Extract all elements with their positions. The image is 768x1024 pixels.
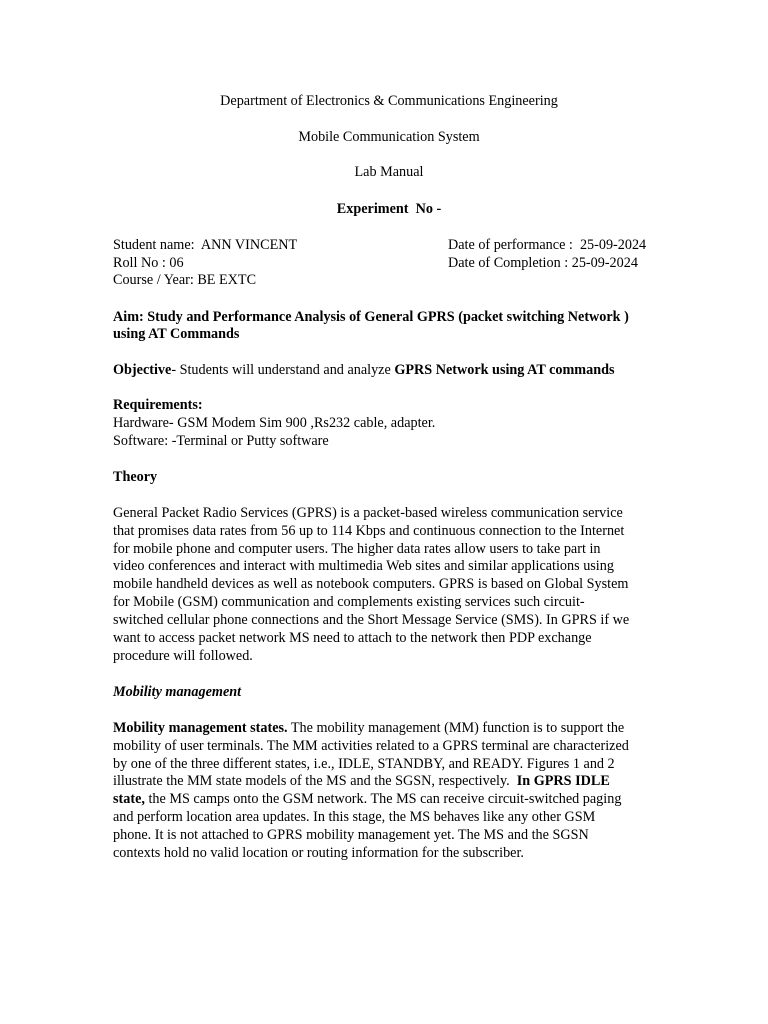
student-name: Student name: ANN VINCENT bbox=[113, 237, 298, 253]
course-year: Course / Year: BE EXTC bbox=[113, 272, 257, 288]
theory-heading: Theory bbox=[113, 469, 158, 485]
theory-line: procedure will followed. bbox=[113, 648, 253, 664]
mobility-heading: Mobility management bbox=[113, 684, 242, 700]
objective-text: - Students will understand and analyze bbox=[171, 362, 395, 378]
theory-line: want to access packet network MS need to attach to the network then PDP exchange bbox=[113, 630, 592, 646]
experiment-number: Experiment No - bbox=[336, 201, 442, 217]
mobility-line-4-bold: In GPRS IDLE bbox=[516, 773, 610, 789]
mobility-line-1-rest: The mobility management (MM) function is to support the bbox=[287, 720, 625, 736]
theory-line: video conferences and interact with multimedia Web sites and similar applications using bbox=[113, 558, 614, 574]
mobility-line: and perform location area updates. In this stage, the MS behaves like any other GSM bbox=[113, 809, 596, 825]
mobility-bold-start: Mobility management states. bbox=[113, 720, 288, 736]
department-title: Department of Electronics & Communications Engineering bbox=[220, 93, 558, 109]
mobility-line bbox=[113, 791, 621, 809]
date-of-performance: Date of performance : 25-09-2024 bbox=[448, 237, 647, 253]
aim-line-1: Aim: Study and Performance Analysis of General GPRS (packet switching Network ) bbox=[113, 309, 629, 325]
mobility-line-5-bold: state, bbox=[113, 791, 145, 807]
date-of-completion: Date of Completion : 25-09-2024 bbox=[448, 255, 638, 271]
roll-number: Roll No : 06 bbox=[113, 255, 184, 271]
mobility-line: contexts hold no valid location or routing information for the subscriber. bbox=[113, 845, 524, 861]
objective-label: Objective bbox=[113, 362, 172, 378]
course-title: Mobile Communication System bbox=[298, 129, 480, 145]
aim-line-2: using AT Commands bbox=[113, 326, 240, 342]
mobility-line: by one of the three different states, i.e., IDLE, STANDBY, and READY. Figures 1 and 2 bbox=[113, 756, 615, 772]
mobility-line bbox=[113, 720, 624, 738]
mobility-line: mobility of user terminals. The MM activities related to a GPRS terminal are characterized bbox=[113, 738, 629, 754]
theory-line: for Mobile (GSM) communication and complements existing services such circuit- bbox=[113, 594, 585, 610]
theory-line: mobile handheld devices as well as notebook computers. GPRS is based on Global System bbox=[113, 576, 629, 592]
theory-line: for mobile phone and computer users. The higher data rates allow users to take part in bbox=[113, 541, 601, 557]
objective bbox=[113, 362, 615, 380]
software-requirement: Software: -Terminal or Putty software bbox=[113, 433, 329, 449]
objective-bold-text: GPRS Network using AT commands bbox=[394, 362, 615, 378]
hardware-requirement: Hardware- GSM Modem Sim 900 ,Rs232 cable, adapter. bbox=[113, 415, 436, 431]
requirements-heading: Requirements: bbox=[113, 397, 203, 413]
manual-title: Lab Manual bbox=[354, 164, 424, 180]
theory-line: switched cellular phone connections and the Short Message Service (SMS). In GPRS if we bbox=[113, 612, 630, 628]
mobility-line bbox=[113, 773, 610, 791]
mobility-line: phone. It is not attached to GPRS mobility management yet. The MS and the SGSN bbox=[113, 827, 589, 843]
theory-line: that promises data rates from 56 up to 114 Kbps and continuous connection to the Internet bbox=[113, 523, 625, 539]
mobility-line-5-rest: the MS camps onto the GSM network. The MS can receive circuit-switched paging bbox=[144, 791, 622, 807]
mobility-line-4-plain: illustrate the MM state models of the MS and the SGSN, respectively. bbox=[113, 773, 517, 789]
theory-line: General Packet Radio Services (GPRS) is a packet-based wireless communication service bbox=[113, 505, 623, 521]
